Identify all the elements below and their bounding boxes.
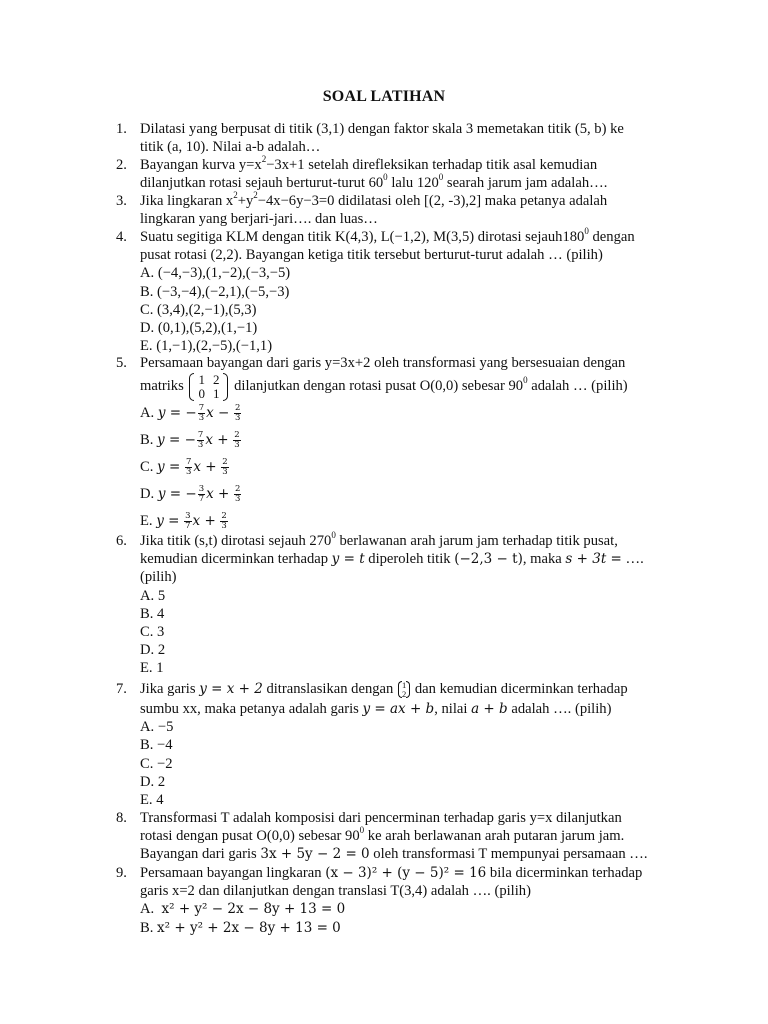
question-text: matriks 1 2 0 1 dilanjutkan dengan rotasi pusat O(0,0) sebesar $90^0$ adalah … (pilih) [140,371,628,401]
answer-option-e: E. 4 [140,791,164,808]
answer-option-e: E. 1 [140,660,164,677]
answer-option-d: D. 2 [140,642,166,659]
question-number: 3. [116,193,127,209]
question-number: 9. [116,865,127,881]
translation-vector: 1 2 [398,681,410,698]
question-text: rotasi dengan pusat O(0,0) sebesar $90^0$ ke arah berlawanan arah putaran jarum jam. [140,825,625,845]
answer-option-a: A. (−4,−3),(1,−2),(−3,−5) [140,265,291,282]
question-number: 8. [116,810,127,826]
answer-option-b: B. y = − $\frac{7}{3}$ x + $\frac{2}{3}$ [140,430,240,451]
answer-option-e: E. (1,−1),(2,−5),(−1,1) [140,338,273,355]
question-text: (pilih) [140,569,177,586]
question-text: Jika garis y = x + 2 ditranslasikan dengan 1 2 dan kemudian dicerminkan terhadap [140,680,628,699]
question-text: dilanjutkan rotasi sejauh berturut-turut $60^0$ lalu $120^0$ searah jarum jam adalah…. [140,172,608,192]
question-number: 4. [116,229,127,245]
answer-option-c: C. 3 [140,623,165,640]
question-text: Jika lingkaran $x^2+y^2-4x-6y-3=0$ didilatasi oleh [(2, -3),2] maka petanya adalah [140,190,608,209]
answer-option-a: A. 5 [140,587,166,604]
question-number: 1. [116,121,127,137]
question-number: 6. [116,533,127,549]
question-text: lingkaran yang berjari-jari…. dan luas… [140,211,378,228]
question-text: Jika titik (s,t) dirotasi sejauh $270^0$ berlawanan arah jarum jam terhadap titik pusat, [140,530,618,549]
question-text: Bayangan dari garis 3x + 5y − 2 = 0 oleh transformasi T mempunyai persamaan …. [140,846,648,863]
answer-option-d: D. (0,1),(5,2),(1,−1) [140,319,258,336]
answer-option-e: E. y = $\frac{3}{7}$ x + $\frac{2}{3}$ [140,511,227,532]
question-text: pusat rotasi (2,2). Bayangan ketiga titik tersebut berturut-turut adalah … (pilih) [140,247,603,264]
question-number: 7. [116,681,127,697]
question-number: 5. [116,355,127,371]
question-text: Suatu segitiga KLM dengan titik K(4,3), L(−1,2), M(3,5) dirotasi $sejauh180^0$ dengan [140,226,635,245]
question-text: Bayangan kurva $y=x^2-3x+1$ setelah direfleksikan terhadap titik asal kemudian [140,154,598,173]
question-text: sumbu xx, maka petanya adalah garis y = ax + b, nilai a + b adalah …. (pilih) [140,701,612,717]
question-text: Dilatasi yang berpusat di titik (3,1) dengan faktor skala 3 memetakan titik (5, b) ke [140,121,624,137]
answer-option-d: D. y = − $\frac{3}{7}$ x + $\frac{2}{3}$ [140,484,241,505]
answer-option-b: B. x² + y² + 2x − 8y + 13 = 0 [140,919,341,936]
answer-option-b: B. −4 [140,737,173,754]
question-text: titik (a, 10). Nilai a-b adalah… [140,139,321,156]
page-title: SOAL LATIHAN [322,88,446,105]
answer-option-b: B. (−3,−4),(−2,1),(−5,−3) [140,283,290,300]
answer-option-a: A. −5 [140,719,174,736]
answer-option-d: D. 2 [140,773,166,790]
question-text: Persamaan bayangan lingkaran (x − 3)² + (y − 5)² = 16 bila dicerminkan terhadap [140,865,643,881]
question-text: Transformasi T adalah komposisi dari pencerminan terhadap garis y=x dilanjutkan [140,810,622,826]
question-text: kemudian dicerminkan terhadap y = t diperoleh titik (−2,3 − t), maka s + 3t = …. [140,551,644,568]
answer-option-a: A. x² + y² − 2x − 8y + 13 = 0 [140,901,346,918]
question-number: 2. [116,157,127,173]
question-text: garis x=2 dan dilanjutkan dengan translasi T(3,4) adalah …. (pilih) [140,883,531,900]
transformation-matrix: 1 2 0 1 [189,373,228,401]
question-text: Persamaan bayangan dari garis y=3x+2 oleh transformasi yang bersesuaian dengan [140,355,626,371]
answer-option-c: C. (3,4),(2,−1),(5,3) [140,301,257,318]
answer-option-b: B. 4 [140,605,165,622]
answer-option-a: A. y = − $\frac{7}{3}$ x − $\frac{2}{3}$ [140,403,241,424]
answer-option-c: C. y = $\frac{7}{3}$ x + $\frac{2}{3}$ [140,457,228,478]
answer-option-c: C. −2 [140,755,173,772]
